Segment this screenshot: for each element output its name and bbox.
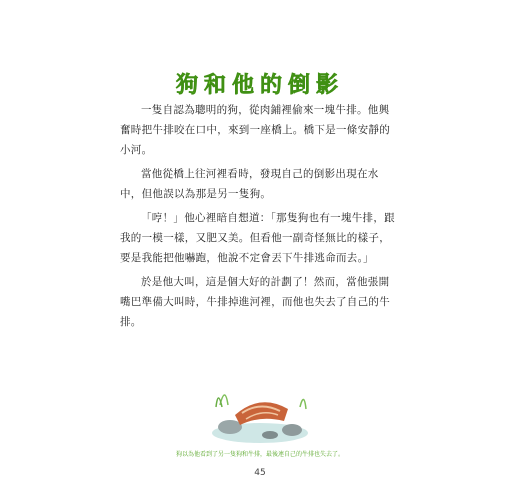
paragraph-4: 於是他大叫，這是個大好的計劃了！然而，當他張開嘴巴準備大叫時，牛排掉進河裡，而他也失去了自己的牛排。 (120, 276, 390, 328)
story-title: 狗和他的倒影 (175, 73, 344, 98)
story-body (120, 100, 400, 336)
dog-steak-river-illustration (200, 375, 320, 450)
paragraph-1: 一隻自認為聰明的狗，從肉鋪裡偷來一塊牛排。他興奮時把牛排咬在口中，來到一座橋上。橋下是一條安靜的小河。 (120, 104, 390, 156)
illustration-caption: 狗以為他看到了另一隻狗和牛排，最後連自己的牛排也失去了。 (175, 451, 344, 458)
paragraph-3: 「哼！」他心裡暗自想道：「那隻狗也有一塊牛排，跟我的一模一樣，又肥又美。但看他一副奇怪無比的樣子，要是我能把他嚇跑，他說不定會丟下牛排逃命而去。」 (120, 212, 395, 264)
paragraph-2: 當他從橋上往河裡看時，發現自己的倒影出現在水中，但他誤以為那是另一隻狗。 (120, 168, 379, 200)
page-number: 45 (254, 468, 266, 478)
